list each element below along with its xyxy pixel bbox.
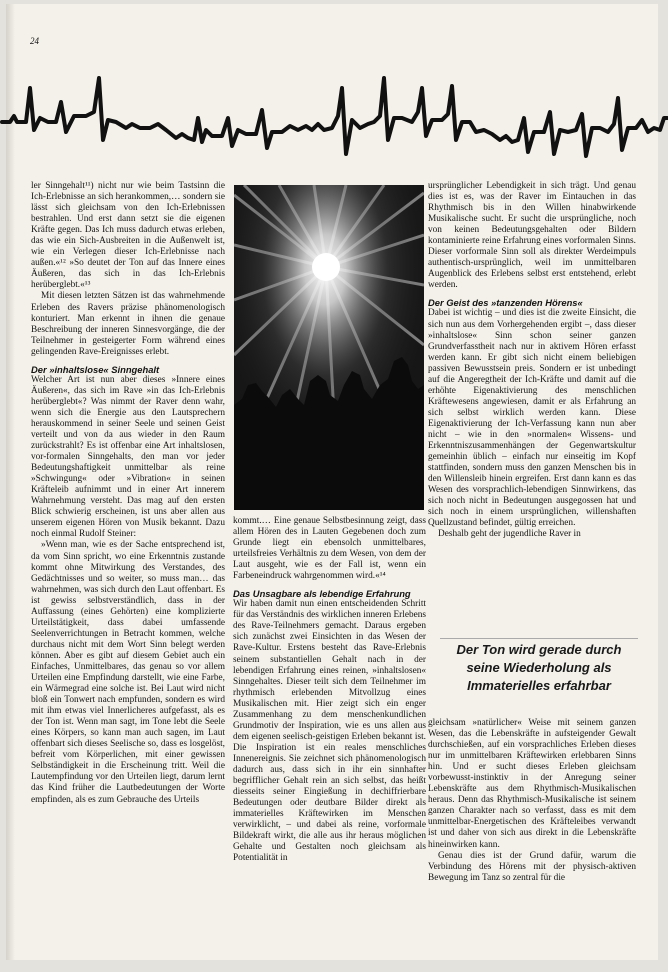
text-column-3 <box>428 181 636 540</box>
text-column-3-continued <box>428 718 636 884</box>
pull-quote-rule <box>440 638 638 639</box>
text-column-1 <box>31 181 225 806</box>
paragraph: ler Sinngehalt¹¹) nicht nur wie beim Tastsinn die Ich-Erlebnisse an sich herankommen,… sondern sie lässt sich gleichsam von den Ich-Erlebnissen bestrahlen. Und erst dann setzt sie die eigenen Kräfte gegen. Das Ich muss dadurch etwas erleben, das wie ein Sich-Ausbreiten in die Außenwelt ist, wie ein Verlegen dieser Ich-Erlebnisse nach außen.«¹² »So deutet der Ton auf das Innere eines Äußeren, das sich in das Ich-Erlebnis herüberglebt.«¹³ <box>31 181 225 291</box>
paragraph: Dabei ist wichtig – und dies ist die zweite Einsicht, die sich nun aus dem Vorhergehenden ergibt –, dass dieser »inhaltslose« Sinn schon seiner ganzen Grundverfasstheit nach nur in aktivem Hören erfasst werden kann. Er gibt sich nicht einem beliebigen passiven Bewusstsein preis. Sondern er ist unbedingt auf die Angeregtheit der Ich-Kräfte und damit auf die erhöhte Eigenaktivierung des menschlichen Kräftewesens angewiesen, damit er als Erfahrung an sich selbst wirklich werden kann. Diese Eigenaktivierung der Ich-Verfassung kann nun aber nicht – wie in den »normalen« Wissens- und Erkenntniszusammenhängen der Gegenwartskultur gemeinhin üblich – einfach nur einseitig im Kopf stattfinden, sondern muss den ganzen Menschen bis in den Willensleib hinein ergreifen. Erst dann kann es das Wesen des vorsprachlich-lebendigen Sinnwirkens, das sich noch nicht in Bedeutungen ausgegossen hat und sich noch in einem ursprünglichen, willenshaften Quellzustand befindet, gültig erreichen. <box>428 308 636 529</box>
text-column-2 <box>233 516 426 864</box>
page-number: 24 <box>30 36 39 46</box>
section-heading: Der »inhaltslose« Sinngehalt <box>31 363 160 375</box>
paragraph: Deshalb geht der jugendliche Raver in <box>438 529 581 540</box>
paragraph: Mit diesen letzten Sätzen ist das wahrnehmende Erleben des Ravers präzise phänomenologisch konturiert. Man erkennt in ihnen die genaue Beschreibung der inneren Sinnesvorgänge, die der Teilnehmer in gesteigerter Form während eines gelingenden Rave-Ereignisses erlebt. <box>31 291 225 357</box>
pull-quote <box>440 638 638 700</box>
rave-photo <box>234 185 424 510</box>
rave-light-burst <box>234 185 424 510</box>
quote-paragraph: »Wenn man, wie es der Sache entsprechend ist, da vom Sinn spricht, wo eine Erkenntnis zustande kommt ohne Mitwirkung des Verstandes, des Gedächtnisses und so weiter, so muss man… das wahrnehmen, was sich durch den Laut offenbart. Es ist gewiss selbstverständlich, dass in der Auffassung (eines Gehörten) eine komplizierte Urteilstätigkeit, dass dabei umfassende Seelenverrichtungen in Betracht kommen, welche durchaus nicht mit dem Wort Sinn belegt werden können. Aber es gibt auf diesem Gebiet auch ein Einfaches, Unmittelbares, das genau so vor allem Urteilen eine Empfindung darstellt, wie eine Farbe, ein Wärmegrad eine solche ist. Bei Laut wird nicht bloß ein Tonwert nach empfunden, sondern es wird mit ihm etwas viel Innerlicheres aufgefasst, als es der Ton ist. Wenn man sagt, im Tone lebt die Seele eines Körpers, so kann man auch sagen, im Laut offenbart sich dieses Seelische so, dass es losgelöst, befreit vom Körperlichen, mit einer gewissen Selbständigkeit in die Erscheinung tritt. Weil die Lautempfindung vor den Urteilen liegt, darum lernt das Kind früher die Lautbedeutungen der Worte empfinden, als es zum Gebrauche des Urteils <box>31 540 225 805</box>
section-heading: Der Geist des »tanzenden Hörens« <box>428 297 583 309</box>
paragraph: gleichsam »natürlicher« Weise mit seinem ganzen Wesen, das die Lebenskräfte in aufsteigender Gewalt durchschießen, auf ein vorsprachliches Erleben dieses nur im unmittelbaren Kräftewirken erlebbaren Sinns hin. Und er sucht dieses Erleben gleichsam vorbewusst-instinktiv in der Anregung seiner Lebenskräfte aus dem Rhythmisch-Musikalischen heraus. Denn das Rhythmisch-Musikalische ist seinem ganzen Charakter nach so verfasst, dass es mit dem unmittelbar-Energetischen des Kräfteleibes verwandt ist und daher von sich aus direkt in die Lebenskräfte hineinwirken kann. <box>428 718 636 850</box>
paragraph: ursprünglicher Lebendigkeit in sich trägt. Und genau dies ist es, was der Raver im Eintauchen in das Rhythmisch bis in den Willen hinabwirkende Musikalische sucht. Er sucht die ursprüngliche, noch von keinen Bedeutungsgehalten oder Bildern kontaminierte reine Erfahrung eines vorformalen Sinns. Dieser vorformale Sinn soll als direkter Werdeimpuls authentisch-ursprünglich, weil im unmittelbaren Augenblick des Erlebens selbst erst entstehend, erlebt werden. <box>428 181 636 291</box>
section-heading: Das Unsagbare als lebendige Erfahrung <box>233 588 411 600</box>
heartbeat-line-icon <box>0 58 668 178</box>
paragraph: Genau dies ist der Grund dafür, warum die Verbindung des Hörens mit der physisch-aktiven Bewegung im Tanz so zentral für die <box>428 850 636 883</box>
pull-quote-text: Der Ton wird gerade durch seine Wiederholung als Immaterielles erfahrbar <box>456 642 622 693</box>
paragraph: Welcher Art ist nun aber dieses »Innere eines Äußeren«, das sich im Rave »in das Ich-Erlebnis herüberglebt«? Was nimmt der Raver denn wahr, wenn sich die Energie aus den Lautsprechern herauskommend in seiner Seele und seinen Geist verteilt und von da aus wieder in den Raum zurückstrahlt? Es ist offenbar eine Art inhaltslosen, vor-formalen Sinngehalts, den man vor jeder Bedeutungshaftigkeit unmittelbar als reine »Schwingung« oder »Vibration« in seinen Kräfteleib aufnimmt und in einer Art innerem Wahrnehmung versteht. Das mag auf den ersten Blick schwierig erscheinen, ist uns aber allen aus unserem eigenen Hören von Musik bekannt. Dazu noch einmal Rudolf Steiner: <box>31 374 225 540</box>
paragraph: kommt.… Eine genaue Selbstbesinnung zeigt, dass allem Hören des in Lauten Gegebenen doch zum Grunde liegt ein ebensolch unmittelbares, urteilsfreies Verhältnis zu dem Wesen, von dem der Laut ausgeht, wie es der Fall ist, wenn ein Farbeneindruck wahrgenommen wird.«¹⁴ <box>233 516 426 582</box>
heartbeat-line <box>2 78 667 156</box>
paragraph: Wir haben damit nun einen entscheidenden Schritt für das Verständnis des wirklichen inneren Erlebens des Rave-Teilnehmers gemacht. Daraus ergeben sich zunächst zwei Einsichten in das Wesen der Rave-Kultur. Erstens besteht das Rave-Erlebnis seinem substantiellen Gehalt nach in der lebendigen Erfahrung eines reinen, »inhaltslosen« Sinngehaltes. Dieser teilt sich dem Teilnehmer im rhythmisch erlebenden Mitvollzug eines Musikalischen mit. Hier zeigt sich ein enger Zusammenhang zu dem menschenkundlichen Grundmotiv der Inspiration, wie es uns allen aus dem eigenen seelisch-geistigen Erleben bekannt ist. Die Inspiration ist ein reales menschliches Innenereignis. Sie zeichnet sich phänomenologisch dadurch aus, dass sich in ihr ein sinnhafter begrifflicher Gehalt rein an sich selbst, das heißt diesseits seiner Eingießung in dechiffrierbare Bedeutungen oder deutbare Bilder direkt als immaterielles Kräftewirken im Menschen verwirklicht, – und dabei als reine, vorformale Bildekraft wirkt, die alle aus ihr heraus möglichen Gehalte und Gestalten noch gleichsam als Potentialität in <box>233 599 426 864</box>
